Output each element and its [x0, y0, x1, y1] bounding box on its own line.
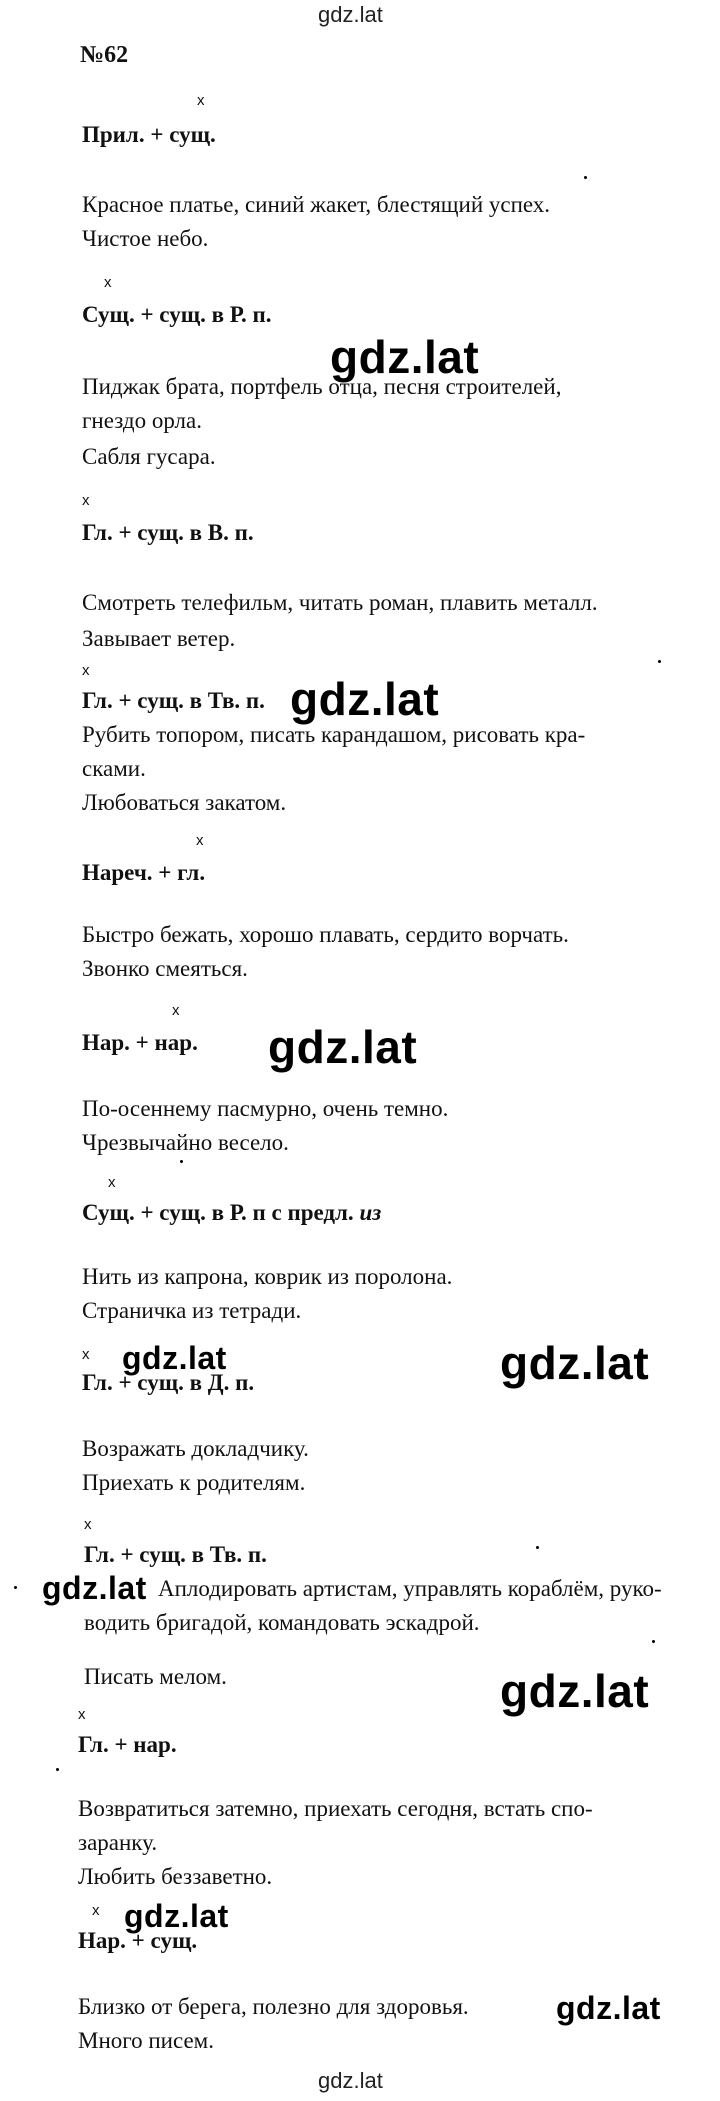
text-line: Возражать докладчику.: [82, 1436, 309, 1461]
watermark: gdz.lat: [122, 1340, 227, 1376]
section-title: Гл. + сущ. в В. п.: [82, 520, 254, 545]
section-title: Нар. + сущ.: [78, 1928, 198, 1953]
x-mark: x: [78, 1706, 86, 1723]
x-mark: x: [82, 1346, 90, 1363]
section-title: Нар. + нар.: [82, 1030, 198, 1055]
text-line: Любоваться закатом.: [82, 790, 287, 815]
text-line: Аплодировать артистам, управлять кораблём, руко-: [158, 1576, 662, 1601]
scan-speck: [536, 1546, 539, 1549]
text-line: Писать мелом.: [84, 1664, 227, 1689]
section-title: Гл. + нар.: [78, 1732, 177, 1757]
watermark: gdz.lat: [330, 331, 480, 383]
text-line: сками.: [82, 756, 146, 781]
text-line: заранку.: [78, 1830, 158, 1855]
x-mark: x: [104, 274, 112, 291]
text-line: Чрезвычайно весело.: [82, 1130, 289, 1155]
section-title: Прил. + сущ.: [82, 122, 216, 147]
text-line: Завывает ветер.: [82, 626, 236, 651]
scan-speck: [14, 1586, 17, 1589]
text-line: Страничка из тетради.: [82, 1298, 302, 1323]
watermark: gdz.lat: [42, 1570, 147, 1606]
section-title: Сущ. + сущ. в Р. п.: [82, 302, 272, 327]
x-mark: x: [82, 492, 90, 509]
section-title: [82, 1200, 381, 1226]
text-line: Возвратиться затемно, приехать сегодня, встать спо-: [78, 1796, 593, 1821]
x-mark: x: [196, 832, 204, 849]
scan-speck: [652, 1640, 655, 1643]
x-mark: x: [92, 1902, 100, 1919]
text-line: Сабля гусара.: [82, 444, 216, 469]
section-title-preposition: из: [359, 1200, 382, 1225]
text-line: Красное платье, синий жакет, блестящий успех.: [82, 192, 551, 217]
x-mark: x: [108, 1174, 116, 1191]
section-title-main: Сущ. + сущ. в Р. п с предл.: [82, 1200, 354, 1225]
text-line: Быстро бежать, хорошо плавать, сердито ворчать.: [82, 922, 569, 947]
text-line: Много писем.: [78, 2028, 214, 2053]
watermark: gdz.lat: [556, 1990, 661, 2026]
text-line: водить бригадой, командовать эскадрой.: [84, 1610, 480, 1635]
section-title: Нареч. + гл.: [82, 860, 206, 885]
x-mark: x: [197, 92, 205, 109]
x-mark: x: [84, 1516, 92, 1533]
text-line: Нить из капрона, коврик из поролона.: [82, 1264, 453, 1289]
section-title: Гл. + сущ. в Тв. п.: [84, 1542, 267, 1567]
text-line: Чистое небо.: [82, 226, 209, 251]
problem-number: №62: [80, 42, 129, 68]
watermark: gdz.lat: [290, 673, 440, 725]
page-footer: gdz.lat: [318, 2068, 383, 2093]
text-line: По-осеннему пасмурно, очень темно.: [82, 1096, 449, 1121]
section-title: Гл. + сущ. в Тв. п.: [82, 688, 265, 713]
section-title: Гл. + сущ. в Д. п.: [82, 1370, 255, 1395]
scan-speck: [658, 660, 661, 663]
watermark: gdz.lat: [500, 1665, 650, 1717]
scan-speck: [584, 176, 587, 179]
watermark: gdz.lat: [268, 1021, 418, 1073]
text-line: Смотреть телефильм, читать роман, плавить металл.: [82, 590, 598, 615]
text-line: Любить беззаветно.: [78, 1864, 273, 1889]
watermark: gdz.lat: [124, 1898, 229, 1934]
text-line: Приехать к родителям.: [82, 1470, 306, 1495]
watermark: gdz.lat: [500, 1337, 650, 1389]
scan-speck: [180, 1160, 183, 1163]
page-header: gdz.lat: [318, 2, 383, 27]
scan-speck: [56, 1768, 59, 1771]
x-mark: x: [172, 1002, 180, 1019]
text-line: Пиджак брата, портфель отца, песня строителей,: [82, 374, 562, 399]
text-line: гнездо орла.: [82, 408, 202, 433]
text-line: Близко от берега, полезно для здоровья.: [78, 1994, 469, 2019]
text-line: Рубить топором, писать карандашом, рисовать кра-: [82, 722, 586, 747]
x-mark: x: [82, 662, 90, 679]
text-line: Звонко смеяться.: [82, 956, 248, 981]
